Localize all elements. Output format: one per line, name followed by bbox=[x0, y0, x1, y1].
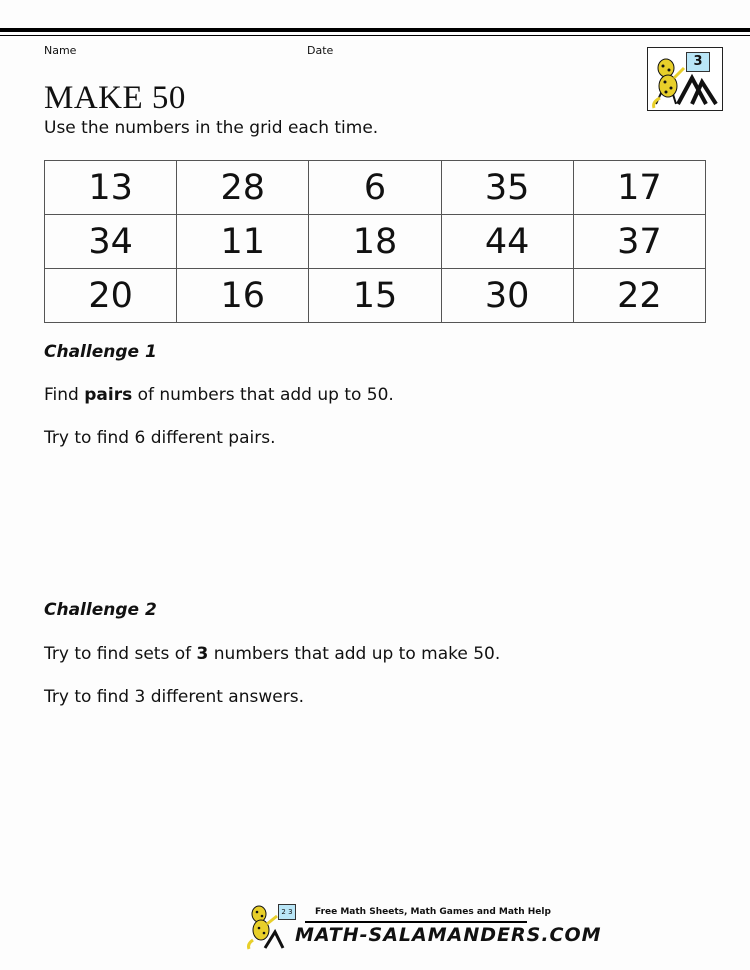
grade-number: 3 bbox=[686, 52, 710, 72]
salamander-logo-icon bbox=[648, 48, 722, 110]
top-rule-thin bbox=[0, 35, 750, 36]
challenge-2-instruction bbox=[44, 644, 500, 664]
footer-site-link[interactable]: MATH-SALAMANDERS.COM bbox=[295, 924, 602, 946]
challenge-2-goal: Try to find 3 different answers. bbox=[44, 687, 304, 707]
footer-logo[interactable] bbox=[245, 902, 602, 950]
grid-cell: 22 bbox=[573, 269, 705, 323]
instructions: Use the numbers in the grid each time. bbox=[44, 118, 379, 138]
challenge-2-text-start: Try to find sets of bbox=[44, 644, 197, 664]
top-rule-thick bbox=[0, 28, 750, 32]
footer-tagline: Free Math Sheets, Math Games and Math Help bbox=[315, 907, 551, 917]
grid-row bbox=[45, 215, 706, 269]
grid-cell: 20 bbox=[45, 269, 177, 323]
grid-cell: 35 bbox=[441, 161, 573, 215]
grid-cell: 17 bbox=[573, 161, 705, 215]
grade-badge bbox=[647, 47, 723, 111]
challenge-2-text-end: numbers that add up to make 50. bbox=[208, 644, 501, 664]
challenge-1-goal: Try to find 6 different pairs. bbox=[44, 428, 276, 448]
grid-cell: 15 bbox=[309, 269, 441, 323]
date-label: Date bbox=[307, 44, 334, 57]
footer-rule bbox=[305, 921, 527, 923]
grid-row bbox=[45, 161, 706, 215]
challenge-1-text-start: Find bbox=[44, 385, 85, 405]
grid-cell: 13 bbox=[45, 161, 177, 215]
challenge-1-heading: Challenge 1 bbox=[44, 342, 157, 362]
challenge-1-text-end: of numbers that add up to 50. bbox=[132, 385, 394, 405]
grid-cell: 34 bbox=[45, 215, 177, 269]
grid-cell: 18 bbox=[309, 215, 441, 269]
challenge-2-heading: Challenge 2 bbox=[44, 600, 157, 620]
grid-cell: 11 bbox=[177, 215, 309, 269]
grid-cell: 44 bbox=[441, 215, 573, 269]
grid-cell: 30 bbox=[441, 269, 573, 323]
grid-row bbox=[45, 269, 706, 323]
grid-cell: 28 bbox=[177, 161, 309, 215]
grid-cell: 37 bbox=[573, 215, 705, 269]
name-label: Name bbox=[44, 44, 77, 57]
page-title: MAKE 50 bbox=[44, 80, 186, 116]
number-grid bbox=[44, 160, 706, 323]
challenge-1-instruction bbox=[44, 385, 394, 405]
grid-cell: 16 bbox=[177, 269, 309, 323]
footer-badge: 2 3 bbox=[278, 904, 296, 920]
challenge-1-emphasis: pairs bbox=[84, 385, 133, 405]
challenge-2-emphasis: 3 bbox=[196, 644, 209, 664]
grid-cell: 6 bbox=[309, 161, 441, 215]
